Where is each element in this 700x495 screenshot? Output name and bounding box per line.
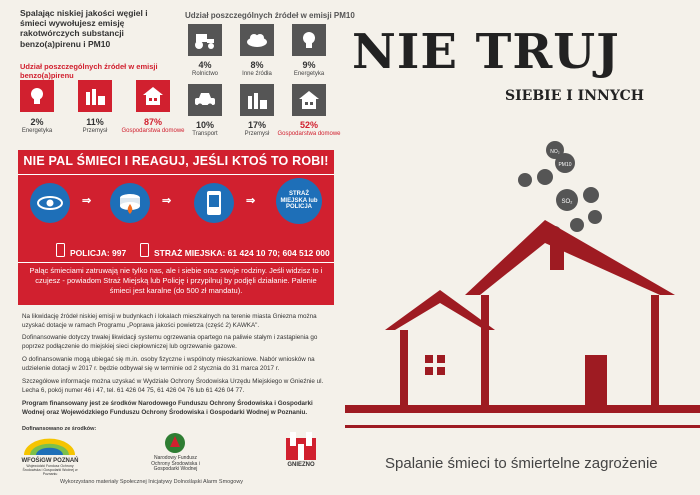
stat-pct: 52%	[299, 120, 318, 130]
paragraph: Szczegółowe informacje można uzyskać w Wydziale Ochrony Środowiska Urzędu Miejskiego w Gnieźnie ul. Lecha 6, pokój numer 46 i 47, tel. 61 426 04 75, 61 426 04 76 lub 61 426 04 77.	[22, 378, 324, 394]
stat-pct: 9%	[302, 60, 316, 70]
gniezno-name: GNIEZNO	[287, 462, 315, 468]
straz-number: STRAŻ MIEJSKA: 61 424 10 70; 604 512 000	[154, 248, 330, 258]
stat-pct: 8%	[250, 60, 264, 70]
main-title: NIE TRUJ	[352, 24, 620, 80]
paragraph: Program finansowany jest ze środków Narodowego Funduszu Ochrony Środowiska i Gospodarki Wodnej oraz Wojewódzkiego Funduszu Ochrony Środowiska i Gospodarki Wodnej w Poznaniu.	[22, 400, 313, 416]
main-subtitle: SIEBIE I INNYCH	[505, 88, 644, 104]
stat-label: Transport	[192, 131, 218, 137]
phone-icon	[56, 243, 65, 259]
footer-credit: Wykorzystano materiały Społecznej Inicjatywy Dolnośląski Alarm Smogowy	[60, 479, 244, 485]
house-icon	[136, 80, 170, 112]
stat-pct: 4%	[198, 60, 212, 70]
stat-label: Energetyka	[293, 71, 325, 77]
stat-label: Energetyka	[21, 128, 53, 134]
factory-icon	[78, 80, 112, 112]
action-box	[18, 150, 334, 305]
divider	[18, 262, 334, 263]
action-headline: NIE PAL ŚMIECI I REAGUJ, JEŚLI KTOŚ TO ROBI!	[23, 154, 329, 168]
stat-label: Przemysł	[244, 131, 270, 137]
paragraph: Dofinansowanie dotyczy trwałej likwidacji systemu ogrzewania opartego na paliwie stałym i zastąpienia go poprzez podłączenie do miejskiej sieci ciepłowniczej lub ogrzewanie gazowe.	[22, 334, 318, 350]
car-icon	[188, 84, 222, 116]
stat-label: Inne źródła	[242, 71, 272, 77]
stat-label: Gospodarstwa domowe	[121, 128, 185, 134]
factory-icon	[240, 84, 274, 116]
stat-pct: 87%	[143, 117, 162, 127]
right-stats-title: Udział poszczególnych źródeł w emisji PM10	[185, 11, 355, 20]
paragraph: O dofinansowanie mogą ubiegać się m.in. osoby fizyczne i wspólnoty mieszkaniowe. Nabór wniosków na udzielenie dotacji w 2017 r. będzie odbywał się w terminie od 2 stycznia do 31 marca 2017 r.	[22, 356, 315, 372]
stat-pct: 17%	[247, 120, 266, 130]
wfos-subtitle: Wojewódzki Fundusz Ochrony Środowiska i Gospodarki Wodnej w Poznaniu	[22, 464, 78, 476]
pollution-smoke	[518, 141, 602, 238]
stat-pct: 2%	[30, 117, 44, 127]
arrow-icon: ⇒	[246, 195, 256, 207]
divider	[18, 174, 334, 175]
gniezno-logo	[284, 430, 318, 460]
bulb-icon	[292, 24, 326, 56]
burning-waste-icon	[110, 183, 150, 223]
wfos-name: WFOŚiGW POZNAŃ	[21, 458, 79, 464]
stat-pct: 11%	[86, 117, 104, 127]
warning-note: Paląc śmieciami zatruwają nie tylko nas, ale i siebie oraz swoje rodziny. Jeśli widzisz to i czujesz - powiadom Straż Miejską lub Policję i przypilnuj by podjęli działanie. Palenie śmieci jest karalne (do 500 zł mandatu).	[29, 266, 323, 295]
slogan: Spalanie śmieci to śmiertelne zagrożenie	[385, 455, 658, 472]
house-illustration	[345, 125, 700, 435]
arrow-icon: ⇒	[162, 195, 172, 207]
police-number: POLICJA: 997	[70, 248, 127, 258]
stat-label: Rolnictwo	[191, 71, 218, 77]
left-stats-title: Udział poszczególnych źródeł w emisji benzo(a)pirenu	[20, 62, 158, 80]
stat-pct: 10%	[195, 120, 214, 130]
nfos-name: Narodowy Fundusz Ochrony Środowiska i Gospodarki Wodnej	[151, 455, 200, 472]
phone-call-icon	[194, 183, 234, 223]
straz-miejska-badge: STRAŻ MIEJSKA lub POLICJA	[276, 178, 322, 224]
bulb-icon	[20, 80, 54, 112]
house-icon	[292, 84, 326, 116]
cloud-icon	[240, 24, 274, 56]
smoke-label: NO₂	[550, 149, 560, 155]
phone-icon	[140, 243, 149, 259]
smoke-label: SO₂	[561, 199, 573, 205]
arrow-icon: ⇒	[82, 195, 92, 207]
stat-label: Gospodarstwa domowe	[277, 131, 341, 137]
intro-text: Spalając niskiej jakości węgiel i śmieci wywołujesz emisję rakotwórczych substancji benzo(a)pirenu i PM10	[20, 8, 148, 49]
paragraph: Na likwidację źródeł niskiej emisji w budynkach i lokalach mieszkalnych na terenie miasta Gniezna można uzyskać dotacje w ramach Programu „Poprawa jakości powietrza (część 2) KAWKA".	[22, 313, 317, 329]
stat-label: Przemysł	[82, 128, 108, 134]
eye-icon	[30, 183, 70, 223]
tractor-icon	[188, 24, 222, 56]
logos-label: Dofinansowano ze środków:	[22, 426, 97, 432]
smoke-label: PM10	[558, 162, 572, 168]
